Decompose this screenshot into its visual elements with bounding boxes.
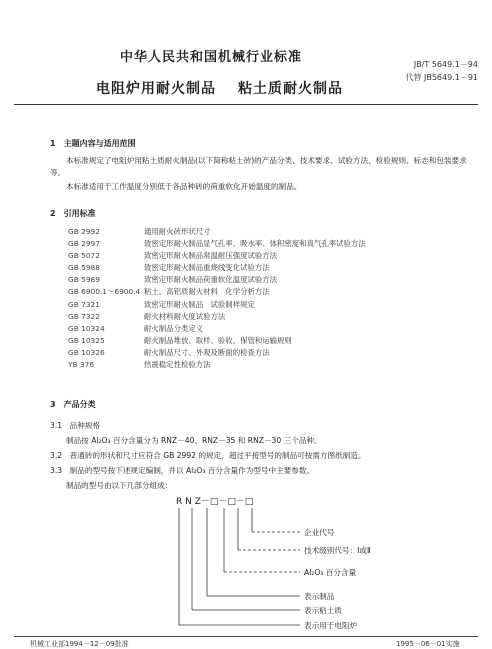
reference-code: YB 376 xyxy=(68,360,95,370)
reference-code: GB 5072 xyxy=(68,251,100,261)
standard-number: JB/T 5649.1－94 xyxy=(413,60,478,69)
reference-row xyxy=(68,359,366,371)
reference-row xyxy=(68,335,366,347)
diagram-label: 企业代号 xyxy=(304,528,335,537)
section-1-heading: 1 主题内容与适用范围 xyxy=(50,139,136,148)
reference-row xyxy=(68,274,366,286)
reference-row xyxy=(68,299,366,311)
reference-title: 致密定形耐火制品重烧线变化试验方法 xyxy=(144,263,270,273)
footer-rule xyxy=(14,636,478,637)
reference-title: 耐火制品堆放、取样、验收、保管和运输规则 xyxy=(144,335,292,345)
reference-row xyxy=(68,250,366,262)
model-code: R N Z－□－□－□ xyxy=(176,497,254,507)
reference-title: 致密定形耐火制品显气孔率、吸水率、体积密度和真气孔率试验方法 xyxy=(144,239,366,249)
reference-row xyxy=(68,323,366,335)
diagram-label: 技术级别代号：Ⅰ或Ⅱ xyxy=(304,546,371,555)
reference-list xyxy=(68,226,366,371)
reference-title: 热震稳定性检验方法 xyxy=(144,360,211,370)
reference-title: 耐火材料耐火度试验方法 xyxy=(144,311,226,321)
reference-row xyxy=(68,238,366,250)
standard-number-block xyxy=(405,58,478,84)
section-1-paragraph-2: 本标准适用于工作温度分别低于各品种砖的荷重软化开始温度的制品。 xyxy=(66,182,302,191)
title-part-1: 电阻炉用耐火制品 xyxy=(96,81,216,97)
org-name: 中华人民共和国机械行业标准 xyxy=(120,50,303,65)
reference-title: 致密定形耐火制品荷重软化温度试验方法 xyxy=(144,275,278,285)
clause-3-1-heading: 3.1 品种规格 xyxy=(50,421,101,430)
diagram-label: 表示粘土质 xyxy=(304,606,342,615)
header-rule xyxy=(14,104,478,105)
replaces-note: 代替 JB5649.1－91 xyxy=(405,73,478,82)
reference-title: 耐火制品分类定义 xyxy=(144,323,204,333)
reference-code: GB 10326 xyxy=(68,347,105,357)
section-2-heading: 2 引用标准 xyxy=(50,209,96,218)
reference-code: GB 7321 xyxy=(68,299,100,309)
reference-code: GB 2992 xyxy=(68,227,100,236)
reference-code: GB 2997 xyxy=(68,239,100,249)
reference-code: GB 7322 xyxy=(68,311,100,321)
diagram-label: Al₂O₃ 百分含量 xyxy=(304,568,357,577)
reference-title: 耐火制品尺寸、外观及断面的检查方法 xyxy=(144,347,270,357)
reference-row xyxy=(68,347,366,359)
document-title xyxy=(96,78,343,98)
reference-row xyxy=(68,262,366,274)
section-3-heading: 3 产品分类 xyxy=(50,400,96,409)
reference-row xyxy=(68,226,366,238)
reference-code: GB 6900.1～6900.4 xyxy=(68,287,141,297)
reference-title: 致密定形耐火制品常温耐压强度试验方法 xyxy=(144,251,278,261)
implementation-date: 1995－06－01实施 xyxy=(396,640,460,648)
reference-title: 粘土、高铝质耐火材料 化学分析方法 xyxy=(144,287,270,297)
reference-row xyxy=(68,311,366,323)
clause-3-1-text: 制品按 Al₂O₃ 百分含量分为 RNZ－40、RNZ－35 和 RNZ－30 三个品种。 xyxy=(66,436,322,445)
model-code-diagram xyxy=(0,490,492,635)
clause-3-3-text: 3.3 制品的型号按下述规定编制，并以 Al₂O₃ 百分含量作为型号中主要参数。 xyxy=(50,466,315,475)
reference-code: GB 5989 xyxy=(68,275,100,285)
reference-code: GB 10324 xyxy=(68,323,105,333)
reference-code: GB 10325 xyxy=(68,335,105,345)
approval-date: 机械工业部1994－12－09批准 xyxy=(30,640,129,648)
reference-row xyxy=(68,286,366,298)
title-part-2: 粘土质耐火制品 xyxy=(238,81,343,97)
reference-title: 致密定形耐火制品 试验制样规定 xyxy=(144,299,255,309)
model-composition-intro: 制品的型号由以下几部分组成： xyxy=(66,481,173,490)
clause-3-2-text: 3.2 普通砖的形状和尺寸应符合 GB 2992 的规定，超过平接型号的制品可按需方图纸制造。 xyxy=(50,451,366,460)
diagram-label: 表示用于电阻炉 xyxy=(304,621,358,630)
diagram-label: 表示制品 xyxy=(304,592,335,601)
section-1-paragraph-1: 本标准规定了电阻炉用粘土质耐火制品(以下简称粘土砖)的产品分类、技术要求、试验方法、检验规则、标志和包装要求等。 xyxy=(50,156,467,177)
reference-code: GB 5988 xyxy=(68,263,100,273)
reference-title: 通用耐火砖形状尺寸 xyxy=(144,227,211,236)
